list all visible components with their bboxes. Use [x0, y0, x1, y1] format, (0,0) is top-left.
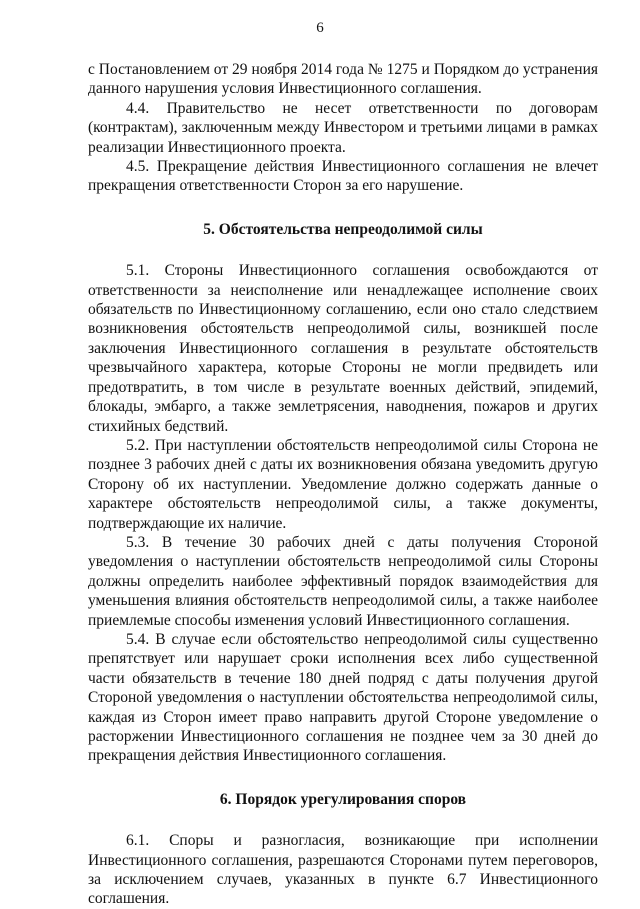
page-number: 6: [316, 20, 324, 36]
section-6-heading: 6. Порядок урегулирования споров: [219, 790, 467, 808]
paragraph-5-1: 5.1. Стороны Инвестиционного соглашения освобождаются от ответственности за неисполнение или ненадлежащее исполнение своих обязательств по Инвестиционному соглашению, если оно стало следствием возникновения обстоятельств непреодолимой силы, возникшей после заключения Инвестиционного соглашения в результате обстоятельств чрезвычайного характера, которые Стороны не могли предвидеть или предотвратить, в том числе в результате военных действий, эпидемий, блокады, эмбарго, а также землетрясения, наводнения, пожаров и других стихийных бедствий.: [88, 262, 598, 435]
paragraph-4-4: 4.4. Правительство не несет ответственности по договорам (контрактам), заключенным между Инвестором и третьими лицами в рамках реализации Инвестиционного проекта.: [88, 99, 598, 156]
paragraph-5-3: 5.3. В течение 30 рабочих дней с даты получения Стороной уведомления о наступлении обстоятельств непреодолимой силы Стороны должны определить наиболее эффективный порядок взаимодействия для уменьшения влияния обстоятельств непреодолимой силы, а также наиболее приемлемые способы изменения условий Инвестиционного соглашения.: [88, 533, 598, 629]
paragraph-continuation: с Постановлением от 29 ноября 2014 года № 1275 и Порядком до устранения данного нарушения условия Инвестиционного соглашения.: [88, 61, 598, 98]
paragraph-5-2: 5.2. При наступлении обстоятельств непреодолимой силы Сторона не позднее 3 рабочих дней с даты их возникновения обязана уведомить другую Сторону об их наступлении. Уведомление должно содержать данные о характере обстоятельств непреодолимой силы, а также документы, подтверждающие их наличие.: [88, 436, 598, 532]
paragraph-5-4: 5.4. В случае если обстоятельство непреодолимой силы существенно препятствует или нарушает сроки исполнения всех либо существенной части обязательств в течение 180 дней подряд с даты получения другой Стороной уведомления о наступлении обстоятельства непреодолимой силы, каждая из Сторон имеет право направить другой Стороне уведомление о расторжении Инвестиционного соглашения не позднее чем за 30 дней до прекращения действия Инвестиционного соглашения.: [88, 630, 598, 765]
document-body: [88, 60, 598, 909]
paragraph-4-5: 4.5. Прекращение действия Инвестиционного соглашения не влечет прекращения ответственности Сторон за его нарушение.: [88, 158, 598, 195]
paragraph-6-1: 6.1. Споры и разногласия, возникающие при исполнении Инвестиционного соглашения, разрешаются Сторонами путем переговоров, за исключением случаев, указанных в пункте 6.7 Инвестиционного соглашения.: [88, 832, 598, 908]
section-5-heading: 5. Обстоятельства непреодолимой силы: [203, 220, 483, 238]
